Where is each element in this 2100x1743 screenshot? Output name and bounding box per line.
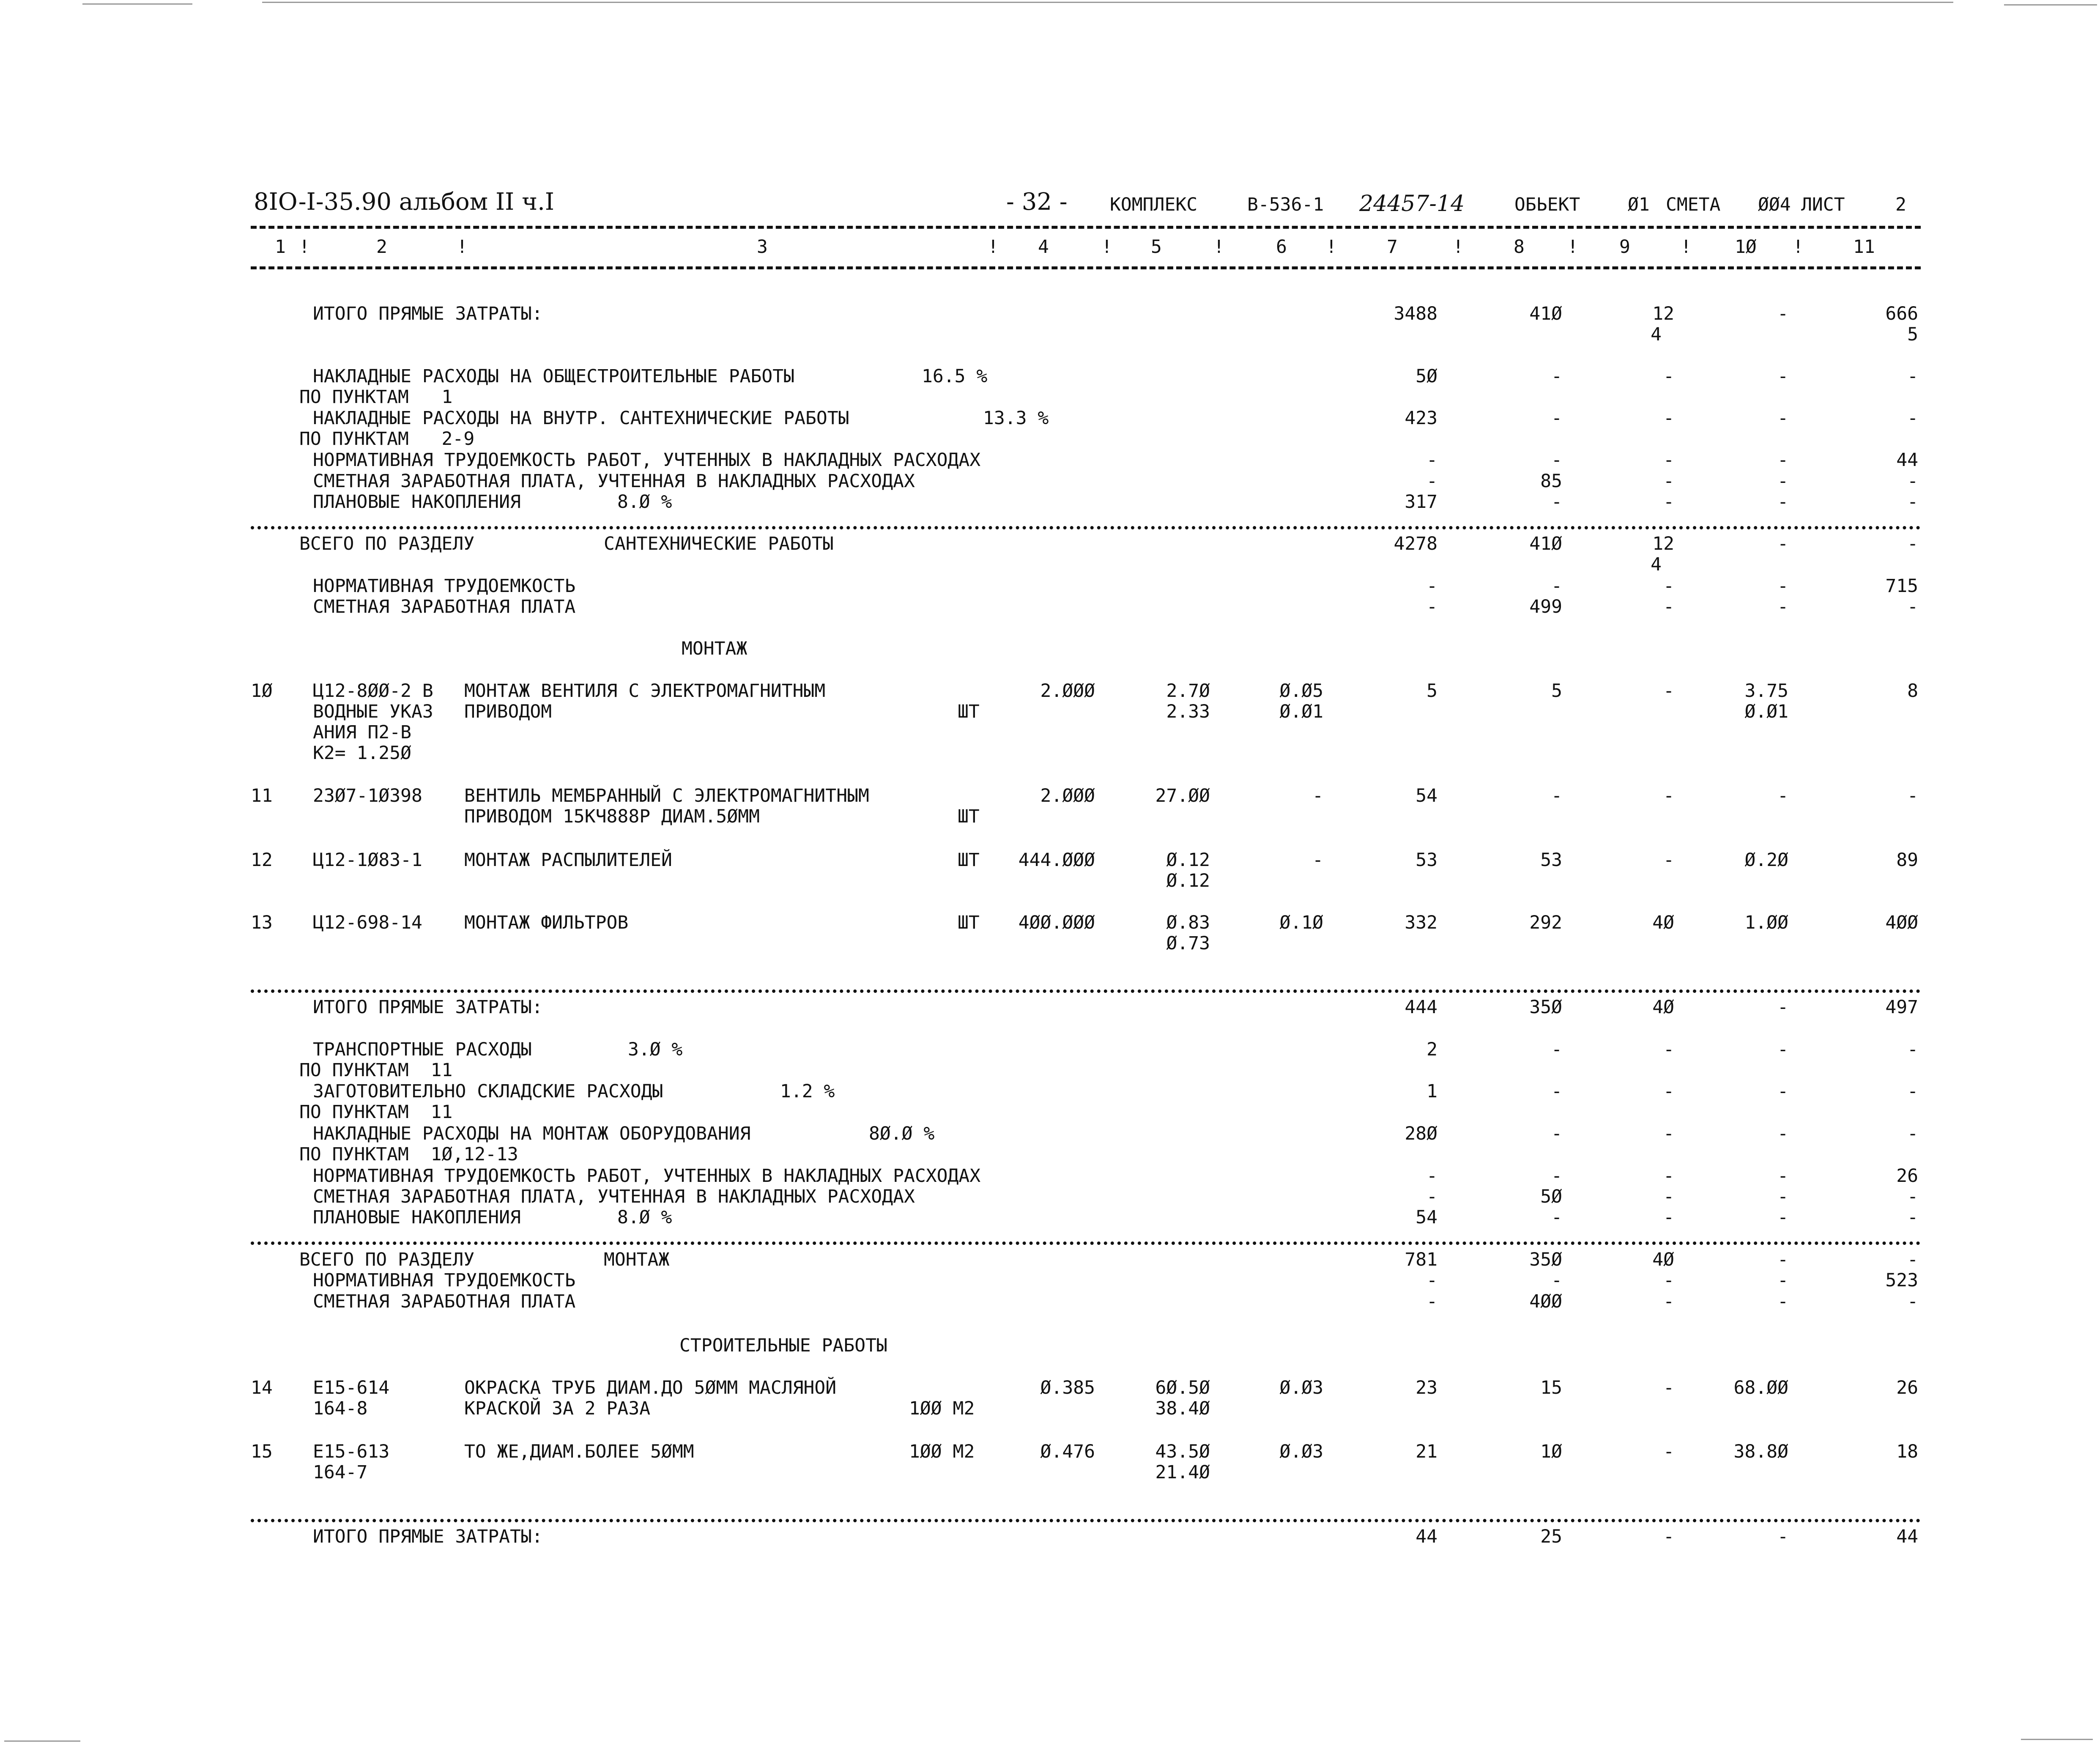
album-title: 8IO-I-35.90 альбом II ч.I: [254, 188, 555, 216]
row-machine-cost: Ø.Ø5: [1279, 680, 1323, 702]
row-wages: 292: [1529, 912, 1562, 933]
overhead-label: НАКЛАДНЫЕ РАСХОДЫ НА ОБЩЕСТРОИТЕЛЬНЫЕ РАБОТЫ: [313, 366, 795, 387]
norm-labor-label: НОРМАТИВНАЯ ТРУДОЕМКОСТЬ: [313, 576, 576, 597]
scan-edge-top-left: [82, 3, 192, 5]
value-c8: -: [1551, 1207, 1562, 1228]
row-code: Ц12-698-14: [313, 912, 422, 933]
value-c11: -: [1907, 366, 1918, 387]
row-description: МОНТАЖ ВЕНТИЛЯ С ЭЛЕКТРОМАГНИТНЫМ: [464, 680, 826, 702]
row-unit-price: Ø.12: [1166, 850, 1210, 871]
value-c7: -: [1426, 596, 1437, 617]
value-c10: -: [1777, 1207, 1788, 1228]
row-code: ВОДНЫЕ УКАЗ: [313, 701, 433, 722]
object-label: ОБЬЕКТ: [1514, 194, 1580, 215]
value-c10: -: [1777, 471, 1788, 492]
value-c11: 666: [1885, 303, 1918, 324]
value-c9: -: [1663, 449, 1674, 471]
value-c10: -: [1777, 1249, 1788, 1270]
value-c9: -: [1663, 1165, 1674, 1187]
value-c9: -: [1663, 576, 1674, 597]
value-c7: 28Ø: [1405, 1123, 1437, 1144]
value-c8: -: [1551, 366, 1562, 387]
header-rule-top: [251, 226, 1921, 229]
column-separator: !: [988, 236, 999, 258]
row-labor: 38.8Ø: [1733, 1441, 1788, 1462]
value-c9: -: [1663, 491, 1674, 512]
column-separator: !: [1567, 236, 1578, 258]
row-labor: 3.75: [1744, 680, 1788, 702]
rate: 13.3 %: [983, 408, 1049, 429]
row-unit-price: 6Ø.5Ø: [1155, 1377, 1210, 1398]
value-c9: -: [1663, 366, 1674, 387]
row-unit: 1ØØ М2: [909, 1398, 975, 1419]
row-code: Ц12-1Ø83-1: [313, 850, 422, 871]
value-c10: -: [1777, 1186, 1788, 1207]
row-unit-price: 2.7Ø: [1166, 680, 1210, 702]
value-c10: -: [1777, 533, 1788, 554]
wage-label: СМЕТНАЯ ЗАРАБОТНАЯ ПЛАТА, УЧТЕННАЯ В НАКЛАДНЫХ РАСХОДАХ: [313, 1186, 915, 1207]
row-description: ПРИВОДОМ 15КЧ888Р ДИАМ.5ØММ: [464, 806, 760, 827]
column-number: 5: [1151, 236, 1162, 258]
items-ref: ПО ПУНКТАМ 1: [299, 386, 453, 408]
wage-label: СМЕТНАЯ ЗАРАБОТНАЯ ПЛАТА, УЧТЕННАЯ В НАКЛАДНЫХ РАСХОДАХ: [313, 471, 915, 492]
value-c10: -: [1777, 1081, 1788, 1102]
row-description: МОНТАЖ ФИЛЬТРОВ: [464, 912, 629, 933]
value-c9: -: [1663, 1270, 1674, 1291]
value-c11: -: [1907, 1207, 1918, 1228]
section-divider: [251, 989, 1921, 993]
value-c9: 4Ø: [1652, 997, 1674, 1018]
value-c8: -: [1551, 1039, 1562, 1060]
row-description: ВЕНТИЛЬ МЕМБРАННЫЙ С ЭЛЕКТРОМАГНИТНЫМ: [464, 785, 869, 806]
row-number: 14: [251, 1377, 273, 1398]
value-c7: -: [1426, 576, 1437, 597]
row-machine-cost: -: [1312, 785, 1323, 806]
value-c9: -: [1663, 1526, 1674, 1547]
row-code: 23Ø7-1Ø398: [313, 785, 422, 806]
row-description: МОНТАЖ РАСПЫЛИТЕЛЕЙ: [464, 850, 672, 871]
column-number: 11: [1853, 236, 1875, 258]
value-c11: -: [1907, 1249, 1918, 1270]
value-c11: -: [1907, 596, 1918, 617]
rate: 16.5 %: [922, 366, 988, 387]
section-name: САНТЕХНИЧЕСКИЕ РАБОТЫ: [604, 533, 834, 554]
value-c11-sub: 5: [1907, 324, 1918, 345]
row-wages: 1Ø: [1540, 1441, 1562, 1462]
section-divider: [251, 526, 1921, 529]
estimate-number: ØØ4: [1758, 194, 1791, 215]
row-unit: ШТ: [958, 701, 980, 722]
row-code: Е15-613: [313, 1441, 390, 1462]
row-unit-price: Ø.73: [1166, 933, 1210, 954]
value-c9-sub: 4: [1651, 554, 1662, 575]
value-c10: -: [1777, 997, 1788, 1018]
row-unit: 1ØØ М2: [909, 1441, 975, 1462]
column-number: 9: [1619, 236, 1630, 258]
storage-label: ЗАГОТОВИТЕЛЬНО СКЛАДСКИЕ РАСХОДЫ: [313, 1081, 663, 1102]
value-c7: 781: [1405, 1249, 1437, 1270]
row-machine-total: -: [1663, 680, 1674, 702]
scan-edge-bottom-right: [2021, 1739, 2093, 1740]
transport-label: ТРАНСПОРТНЫЕ РАСХОДЫ: [313, 1039, 532, 1060]
row-labor: -: [1777, 785, 1788, 806]
value-c10: -: [1777, 366, 1788, 387]
value-c11: -: [1907, 1039, 1918, 1060]
column-number: 8: [1514, 236, 1525, 258]
row-quantity: 2.ØØØ: [1040, 785, 1095, 806]
row-quantity: 2.ØØØ: [1040, 680, 1095, 702]
value-c11: 523: [1885, 1270, 1918, 1291]
value-c9: -: [1663, 1123, 1674, 1144]
object-number: Ø1: [1628, 194, 1650, 215]
row-machine-cost: Ø.Ø1: [1279, 701, 1323, 722]
row-machine-cost: Ø.1Ø: [1279, 912, 1323, 933]
row-number: 15: [251, 1441, 273, 1462]
norm-wage-label: СМЕТНАЯ ЗАРАБОТНАЯ ПЛАТА: [313, 596, 576, 617]
value-c11: -: [1907, 408, 1918, 429]
row-code: К2= 1.25Ø: [313, 743, 411, 764]
row-quantity: 4ØØ.ØØØ: [1018, 912, 1095, 933]
complex-code: В-536-1: [1247, 194, 1324, 215]
row-machine-cost: Ø.Ø3: [1279, 1377, 1323, 1398]
row-machine-cost: -: [1312, 850, 1323, 871]
value-c11: -: [1907, 1123, 1918, 1144]
overhead-label: НАКЛАДНЫЕ РАСХОДЫ НА ВНУТР. САНТЕХНИЧЕСКИЕ РАБОТЫ: [313, 408, 849, 429]
row-machine-total: -: [1663, 785, 1674, 806]
section-divider: [251, 1519, 1921, 1522]
row-description: ОКРАСКА ТРУБ ДИАМ.ДО 5ØММ МАСЛЯНОЙ: [464, 1377, 837, 1398]
value-c7: 3488: [1394, 303, 1437, 324]
column-number: 4: [1038, 236, 1049, 258]
row-wages: 15: [1540, 1377, 1562, 1398]
rate: 1.2 %: [780, 1081, 835, 1102]
value-c7: 5Ø: [1416, 366, 1437, 387]
row-code: Ц12-8ØØ-2 В: [313, 680, 433, 702]
row-description: ТО ЖЕ,ДИАМ.БОЛЕЕ 5ØММ: [464, 1441, 694, 1462]
value-c7: 1: [1426, 1081, 1437, 1102]
value-c11: -: [1907, 491, 1918, 512]
sheet-label: ЛИСТ: [1801, 194, 1845, 215]
section-total-label: ВСЕГО ПО РАЗДЕЛУ: [299, 533, 475, 554]
rate: 8Ø.Ø %: [869, 1123, 935, 1144]
row-labor-total: 4ØØ: [1885, 912, 1918, 933]
row-labor-total: 8: [1907, 680, 1918, 702]
value-c11: -: [1907, 1186, 1918, 1207]
column-number: 1Ø: [1735, 236, 1757, 258]
row-labor-total: 89: [1896, 850, 1918, 871]
value-c9: 12: [1652, 533, 1674, 554]
value-c8: -: [1551, 576, 1562, 597]
column-number: 7: [1387, 236, 1398, 258]
row-unit: ШТ: [958, 850, 980, 871]
row-unit-price: 2.33: [1166, 701, 1210, 722]
overhead-label: НАКЛАДНЫЕ РАСХОДЫ НА МОНТАЖ ОБОРУДОВАНИЯ: [313, 1123, 751, 1144]
value-c10: -: [1777, 449, 1788, 471]
section-title: МОНТАЖ: [682, 638, 747, 659]
row-total: 53: [1416, 850, 1437, 871]
value-c7: -: [1426, 1291, 1437, 1312]
column-separator: !: [1101, 236, 1112, 258]
value-c9: -: [1663, 471, 1674, 492]
column-separator: !: [1681, 236, 1692, 258]
section-total-label: ВСЕГО ПО РАЗДЕЛУ: [299, 1249, 475, 1270]
value-c7: -: [1426, 1186, 1437, 1207]
value-c7: 4278: [1394, 533, 1437, 554]
value-c10: -: [1777, 303, 1788, 324]
value-c10: -: [1777, 1526, 1788, 1547]
value-c8: 41Ø: [1529, 303, 1562, 324]
value-c10: -: [1777, 408, 1788, 429]
rate: 8.Ø %: [617, 1207, 672, 1228]
row-labor: 68.ØØ: [1733, 1377, 1788, 1398]
value-c7: 317: [1405, 491, 1437, 512]
value-c8: -: [1551, 1270, 1562, 1291]
value-c11: -: [1907, 1081, 1918, 1102]
row-quantity: Ø.476: [1040, 1441, 1095, 1462]
planned-label: ПЛАНОВЫЕ НАКОПЛЕНИЯ: [313, 491, 521, 512]
value-c11: 26: [1896, 1165, 1918, 1187]
column-number: 2: [376, 236, 387, 258]
row-description: ПРИВОДОМ: [464, 701, 552, 722]
items-ref: ПО ПУНКТАМ 1Ø,12-13: [299, 1144, 518, 1165]
column-separator: !: [1326, 236, 1337, 258]
value-c9: -: [1663, 1291, 1674, 1312]
value-c11: 44: [1896, 1526, 1918, 1547]
row-unit-price: 27.ØØ: [1155, 785, 1210, 806]
row-wages: 53: [1540, 850, 1562, 871]
value-c9: -: [1663, 1186, 1674, 1207]
value-c9: 4Ø: [1652, 1249, 1674, 1270]
row-total: 5: [1426, 680, 1437, 702]
direct-total-label: ИТОГО ПРЯМЫЕ ЗАТРАТЫ:: [313, 303, 543, 324]
value-c10: -: [1777, 576, 1788, 597]
value-c9: -: [1663, 1207, 1674, 1228]
row-labor-total: -: [1907, 785, 1918, 806]
value-c8: 35Ø: [1529, 1249, 1562, 1270]
row-number: 1Ø: [251, 680, 273, 702]
column-separator: !: [457, 236, 468, 258]
scan-edge-bottom-left: [4, 1740, 80, 1742]
scan-edge-top: [262, 2, 1953, 3]
sheet-number: 2: [1895, 194, 1906, 215]
row-machine-total: -: [1663, 1441, 1674, 1462]
row-quantity: Ø.385: [1040, 1377, 1095, 1398]
page-number: - 32 -: [1006, 188, 1068, 216]
norm-labor-label: НОРМАТИВНАЯ ТРУДОЕМКОСТЬ: [313, 1270, 576, 1291]
value-c7: 444: [1405, 997, 1437, 1018]
row-total: 21: [1416, 1441, 1437, 1462]
labor-label: НОРМАТИВНАЯ ТРУДОЕМКОСТЬ РАБОТ, УЧТЕННЫХ В НАКЛАДНЫХ РАСХОДАХ: [313, 1165, 981, 1187]
value-c7: -: [1426, 1165, 1437, 1187]
rate: 3.Ø %: [628, 1039, 683, 1060]
column-number: 3: [757, 236, 768, 258]
header-rule-bottom: [251, 266, 1921, 269]
row-unit: ШТ: [958, 806, 980, 827]
estimate-label: СМЕТА: [1666, 194, 1721, 215]
value-c10: -: [1777, 1291, 1788, 1312]
value-c10: -: [1777, 1270, 1788, 1291]
value-c10: -: [1777, 1165, 1788, 1187]
row-machine-total: -: [1663, 850, 1674, 871]
row-unit-price: Ø.12: [1166, 870, 1210, 891]
value-c8: 85: [1540, 471, 1562, 492]
value-c8: -: [1551, 1081, 1562, 1102]
labor-label: НОРМАТИВНАЯ ТРУДОЕМКОСТЬ РАБОТ, УЧТЕННЫХ В НАКЛАДНЫХ РАСХОДАХ: [313, 449, 981, 471]
value-c8: -: [1551, 449, 1562, 471]
value-c11: -: [1907, 471, 1918, 492]
row-machine-cost: Ø.Ø3: [1279, 1441, 1323, 1462]
row-total: 54: [1416, 785, 1437, 806]
value-c8: -: [1551, 408, 1562, 429]
column-separator: !: [1453, 236, 1464, 258]
value-c8: 499: [1529, 596, 1562, 617]
handwritten-number: 24457-14: [1359, 191, 1465, 217]
complex-label: КОМПЛЕКС: [1110, 194, 1198, 215]
row-wages: -: [1551, 785, 1562, 806]
value-c7: -: [1426, 449, 1437, 471]
value-c8: -: [1551, 491, 1562, 512]
value-c11: 44: [1896, 449, 1918, 471]
row-number: 13: [251, 912, 273, 933]
norm-wage-label: СМЕТНАЯ ЗАРАБОТНАЯ ПЛАТА: [313, 1291, 576, 1312]
value-c10: -: [1777, 491, 1788, 512]
value-c10: -: [1777, 596, 1788, 617]
value-c8: -: [1551, 1165, 1562, 1187]
rate: 8.Ø %: [617, 491, 672, 512]
scan-edge-top-right: [2004, 4, 2097, 5]
row-labor: Ø.Ø1: [1744, 701, 1788, 722]
row-wages: 5: [1551, 680, 1562, 702]
value-c10: -: [1777, 1123, 1788, 1144]
row-unit: ШТ: [958, 912, 980, 933]
value-c8: 5Ø: [1540, 1186, 1562, 1207]
value-c11: -: [1907, 533, 1918, 554]
row-machine-total: -: [1663, 1377, 1674, 1398]
direct-total-label: ИТОГО ПРЯМЫЕ ЗАТРАТЫ:: [313, 1526, 543, 1547]
row-code: 164-8: [313, 1398, 368, 1419]
column-separator: !: [299, 236, 310, 258]
value-c9-sub: 4: [1651, 324, 1662, 345]
row-labor: 1.ØØ: [1744, 912, 1788, 933]
value-c8: 35Ø: [1529, 997, 1562, 1018]
row-code: Е15-614: [313, 1377, 390, 1398]
row-quantity: 444.ØØØ: [1018, 850, 1095, 871]
value-c9: -: [1663, 1039, 1674, 1060]
row-number: 11: [251, 785, 273, 806]
value-c9: -: [1663, 1081, 1674, 1102]
column-number: 6: [1276, 236, 1287, 258]
value-c10: -: [1777, 1039, 1788, 1060]
row-labor-total: 18: [1896, 1441, 1918, 1462]
planned-label: ПЛАНОВЫЕ НАКОПЛЕНИЯ: [313, 1207, 521, 1228]
row-code: АНИЯ П2-В: [313, 722, 411, 743]
row-code: 164-7: [313, 1462, 368, 1483]
value-c7: 44: [1416, 1526, 1437, 1547]
column-separator: !: [1793, 236, 1804, 258]
value-c8: 25: [1540, 1526, 1562, 1547]
value-c9: -: [1663, 596, 1674, 617]
value-c11: 715: [1885, 576, 1918, 597]
value-c11: 497: [1885, 997, 1918, 1018]
row-unit-price: 38.4Ø: [1155, 1398, 1210, 1419]
value-c8: 41Ø: [1529, 533, 1562, 554]
column-number: 1: [275, 236, 286, 258]
value-c7: -: [1426, 1270, 1437, 1291]
row-total: 332: [1405, 912, 1437, 933]
value-c7: 54: [1416, 1207, 1437, 1228]
row-total: 23: [1416, 1377, 1437, 1398]
row-machine-total: 4Ø: [1652, 912, 1674, 933]
row-unit-price: Ø.83: [1166, 912, 1210, 933]
items-ref: ПО ПУНКТАМ 11: [299, 1102, 453, 1123]
section-name: МОНТАЖ: [604, 1249, 670, 1270]
value-c8: 4ØØ: [1529, 1291, 1562, 1312]
row-number: 12: [251, 850, 273, 871]
row-labor: Ø.2Ø: [1744, 850, 1788, 871]
section-divider: [251, 1241, 1921, 1245]
row-description: КРАСКОЙ ЗА 2 РАЗА: [464, 1398, 651, 1419]
value-c9: 12: [1652, 303, 1674, 324]
row-labor-total: 26: [1896, 1377, 1918, 1398]
items-ref: ПО ПУНКТАМ 11: [299, 1060, 453, 1081]
value-c8: -: [1551, 1123, 1562, 1144]
value-c7: 2: [1426, 1039, 1437, 1060]
value-c7: -: [1426, 471, 1437, 492]
direct-total-label: ИТОГО ПРЯМЫЕ ЗАТРАТЫ:: [313, 997, 543, 1018]
section-title: СТРОИТЕЛЬНЫЕ РАБОТЫ: [679, 1335, 887, 1356]
items-ref: ПО ПУНКТАМ 2-9: [299, 428, 475, 449]
row-unit-price: 21.4Ø: [1155, 1462, 1210, 1483]
value-c11: -: [1907, 1291, 1918, 1312]
value-c9: -: [1663, 408, 1674, 429]
column-separator: !: [1213, 236, 1224, 258]
row-unit-price: 43.5Ø: [1155, 1441, 1210, 1462]
value-c7: 423: [1405, 408, 1437, 429]
